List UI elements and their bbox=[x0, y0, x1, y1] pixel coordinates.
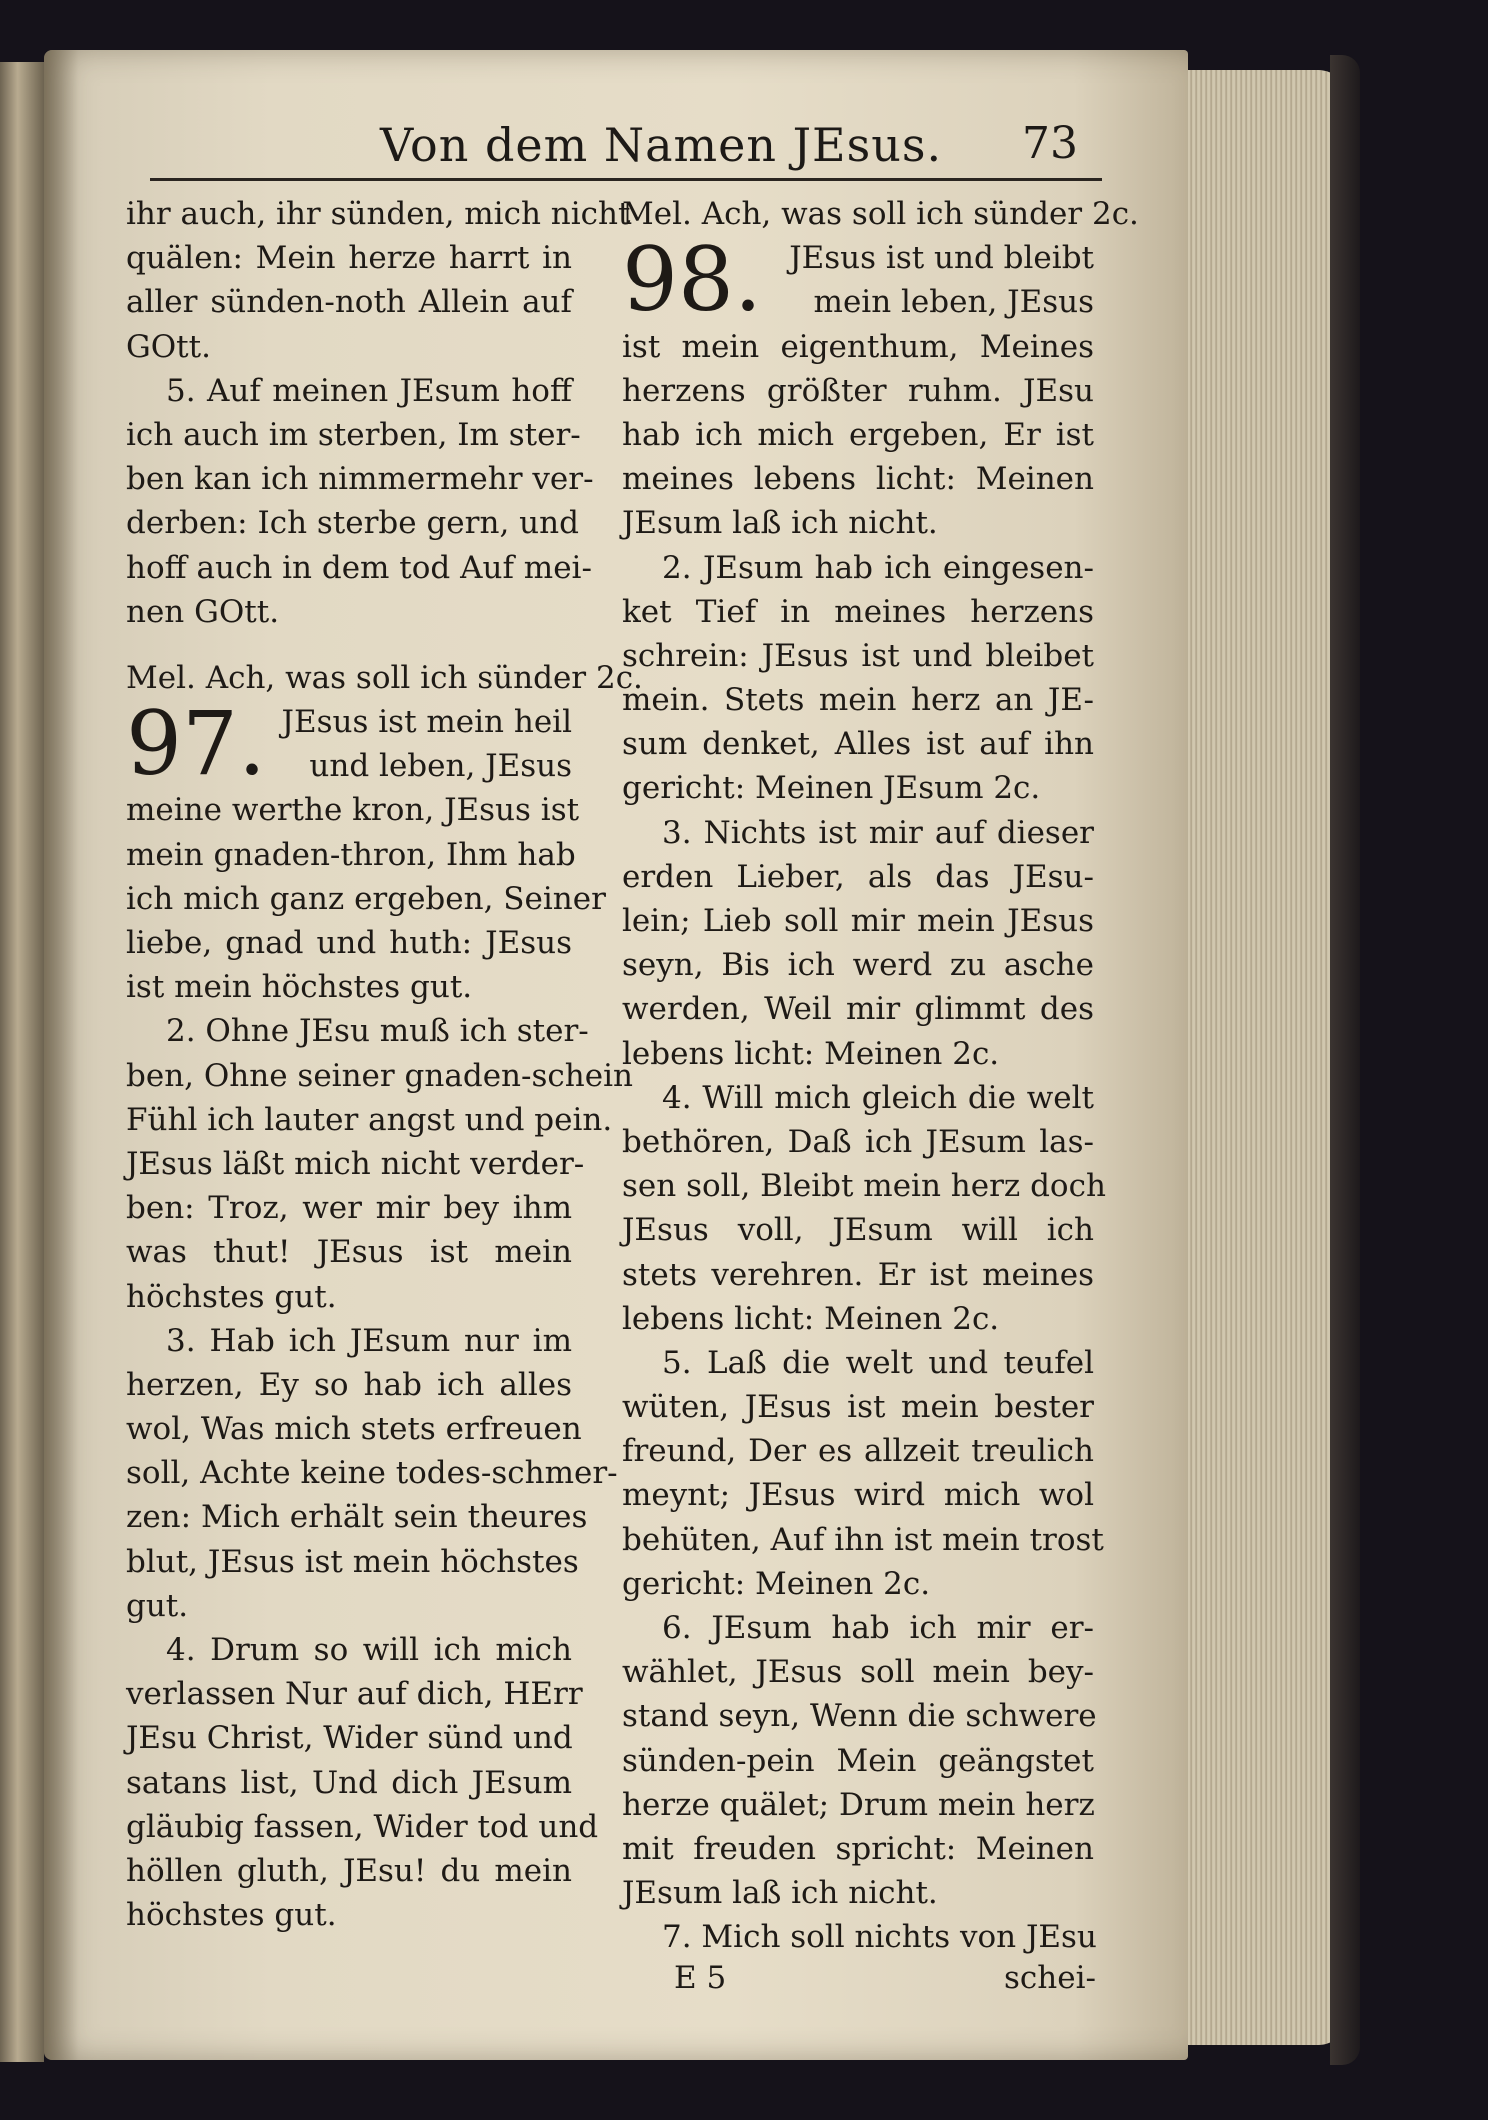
text-line: blut, JEsus ist mein höchstes bbox=[126, 1543, 579, 1580]
text-line: behüten, Auf ihn ist mein trost bbox=[622, 1521, 1104, 1558]
melody-line: Mel. Ach, was soll ich sünder 2c. bbox=[622, 196, 1139, 232]
text-line: ich auch im sterben, Im ster- bbox=[126, 416, 581, 453]
text-line: werden, Weil mir glimmt des bbox=[622, 991, 1094, 1028]
text-line: nen GOtt. bbox=[126, 593, 280, 630]
text-line: 3. Hab ich JEsum nur im bbox=[166, 1322, 572, 1359]
hymn-second-line: und leben, JEsus bbox=[309, 748, 572, 785]
hymn-97-text bbox=[126, 788, 633, 1937]
text-line: sen soll, Bleibt mein herz doch bbox=[622, 1168, 1106, 1205]
text-line: bethören, Daß ich JEsum las- bbox=[622, 1123, 1094, 1160]
text-line: ist mein höchstes gut. bbox=[126, 969, 473, 1006]
text-line: ben, Ohne seiner gnaden-schein bbox=[126, 1057, 633, 1094]
text-line: gericht: Meinen JEsum 2c. bbox=[622, 770, 1041, 807]
text-line: höllen gluth, JEsu! du mein bbox=[126, 1852, 572, 1889]
text-line: verlassen Nur auf dich, HErr bbox=[126, 1676, 583, 1713]
text-line: stand seyn, Wenn die schwere bbox=[622, 1698, 1097, 1735]
text-line: wol, Was mich stets erfreuen bbox=[126, 1411, 582, 1448]
melody-line: Mel. Ach, was soll ich sünder 2c. bbox=[126, 659, 643, 696]
left-column bbox=[126, 192, 643, 1937]
text-line: JEsum laß ich nicht. bbox=[622, 1875, 938, 1912]
running-head: Von dem Namen JEsus. bbox=[380, 118, 943, 172]
text-line: ich mich ganz ergeben, Seiner bbox=[126, 880, 606, 917]
text-line: seyn, Bis ich werd zu asche bbox=[622, 947, 1094, 984]
text-line: 6. JEsum hab ich mir er- bbox=[662, 1610, 1094, 1647]
text-line: 5. Laß die welt und teufel bbox=[662, 1344, 1094, 1381]
text-line: aller sünden-noth Allein auf bbox=[126, 284, 572, 321]
catchword: schei- bbox=[1004, 1960, 1096, 1996]
signature-mark: E 5 bbox=[674, 1960, 727, 1996]
text-line: meines lebens licht: Meinen bbox=[622, 461, 1094, 498]
text-line: meynt; JEsus wird mich wol bbox=[622, 1477, 1094, 1514]
text-line: höchstes gut. bbox=[126, 1897, 337, 1934]
text-line: lebens licht: Meinen 2c. bbox=[622, 1035, 1000, 1072]
text-line: soll, Achte keine todes-schmer- bbox=[126, 1455, 618, 1492]
text-line: herzen, Ey so hab ich alles bbox=[126, 1366, 572, 1403]
text-line: wählet, JEsus soll mein bey- bbox=[622, 1654, 1094, 1691]
text-line: hoff auch in dem tod Auf mei- bbox=[126, 549, 592, 586]
text-line: JEsum laß ich nicht. bbox=[622, 505, 938, 542]
hymn-first-line: JEsus ist mein heil bbox=[281, 704, 572, 741]
text-line: 5. Auf meinen JEsum hoff bbox=[166, 372, 572, 409]
text-line: 4. Will mich gleich die welt bbox=[662, 1079, 1094, 1116]
text-line: was thut! JEsus ist mein bbox=[126, 1234, 572, 1271]
text-line: JEsus läßt mich nicht verder- bbox=[126, 1145, 585, 1182]
text-line: 2. Ohne JEsu muß ich ster- bbox=[166, 1013, 589, 1050]
text-line: herzens größter ruhm. JEsu bbox=[622, 372, 1094, 409]
page-edges bbox=[1188, 70, 1348, 2045]
text-line: Fühl ich lauter angst und pein. bbox=[126, 1101, 613, 1138]
text-line: erden Lieber, als das JEsu- bbox=[622, 858, 1094, 895]
left-column-verses bbox=[126, 192, 631, 634]
text-line: hab ich mich ergeben, Er ist bbox=[622, 416, 1094, 453]
text-line: mit freuden spricht: Meinen bbox=[622, 1830, 1094, 1867]
text-line: gut. bbox=[126, 1587, 189, 1624]
text-line: stets verehren. Er ist meines bbox=[622, 1256, 1094, 1293]
hymn-97-opening bbox=[126, 692, 572, 796]
text-line: sünden-pein Mein geängstet bbox=[622, 1742, 1094, 1779]
text-line: 2. JEsum hab ich eingesen- bbox=[662, 549, 1094, 586]
text-line: wüten, JEsus ist mein bester bbox=[622, 1389, 1094, 1426]
hymn-first-line: JEsus ist und bleibt bbox=[789, 240, 1094, 277]
text-line: gericht: Meinen 2c. bbox=[622, 1565, 931, 1602]
text-line: GOtt. bbox=[126, 328, 211, 365]
hymn-number: 97. bbox=[126, 692, 266, 796]
text-line: liebe, gnad und huth: JEsus bbox=[126, 925, 572, 962]
text-line: JEsu Christ, Wider sünd und bbox=[126, 1720, 573, 1757]
hymn-98-opening bbox=[622, 228, 1094, 332]
text-line: ket Tief in meines herzens bbox=[622, 593, 1094, 630]
text-line: zen: Mich erhält sein theures bbox=[126, 1499, 588, 1536]
text-line: ben: Troz, wer mir bey ihm bbox=[126, 1190, 572, 1227]
text-line: herze quälet; Drum mein herz bbox=[622, 1786, 1095, 1823]
text-line: JEsus voll, JEsum will ich bbox=[622, 1212, 1094, 1249]
text-line: satans list, Und dich JEsum bbox=[126, 1764, 572, 1801]
text-line: mein gnaden-thron, Ihm hab bbox=[126, 836, 576, 873]
text-line: lebens licht: Meinen 2c. bbox=[622, 1300, 1000, 1337]
text-line: lein; Lieb soll mir mein JEsus bbox=[622, 903, 1094, 940]
text-line: höchstes gut. bbox=[126, 1278, 337, 1315]
text-line: freund, Der es allzeit treulich bbox=[622, 1433, 1094, 1470]
text-line: derben: Ich sterbe gern, und bbox=[126, 505, 579, 542]
text-line: gläubig fassen, Wider tod und bbox=[126, 1808, 599, 1845]
text-line: meine werthe kron, JEsus ist bbox=[126, 792, 580, 829]
text-line: ist mein eigenthum, Meines bbox=[622, 328, 1094, 365]
text-line: 3. Nichts ist mir auf dieser bbox=[662, 814, 1094, 851]
text-line: 4. Drum so will ich mich bbox=[166, 1632, 572, 1669]
text-line: sum denket, Alles ist auf ihn bbox=[622, 726, 1094, 763]
text-line: schrein: JEsus ist und bleibet bbox=[622, 637, 1094, 674]
text-line: quälen: Mein herze harrt in bbox=[126, 240, 572, 277]
text-line: 7. Mich soll nichts von JEsu bbox=[662, 1919, 1097, 1956]
book-cover-edge bbox=[1330, 55, 1360, 2065]
previous-page-edge bbox=[0, 62, 44, 2062]
right-column bbox=[622, 192, 1139, 1960]
hymn-number: 98. bbox=[622, 228, 762, 332]
hymn-98-text bbox=[622, 325, 1106, 1960]
text-line: ben kan ich nimmermehr ver- bbox=[126, 461, 594, 498]
page-number: 73 bbox=[1022, 118, 1078, 169]
header-rule bbox=[150, 178, 1102, 181]
text-line: mein. Stets mein herz an JE- bbox=[622, 682, 1094, 719]
text-line: ihr auch, ihr sünden, mich nicht bbox=[126, 196, 631, 232]
hymn-second-line: mein leben, JEsus bbox=[813, 284, 1094, 321]
